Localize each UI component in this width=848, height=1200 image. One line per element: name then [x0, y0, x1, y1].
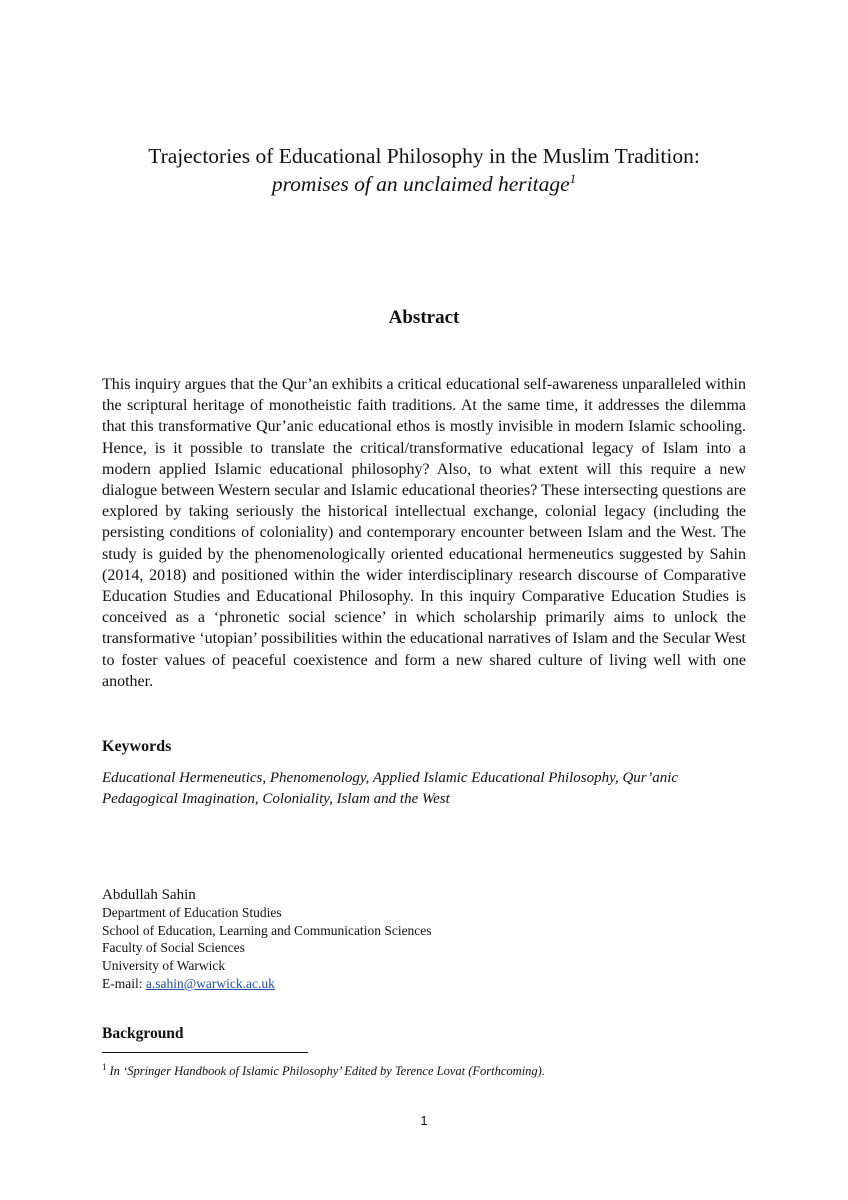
footnote-marker: 1	[102, 1061, 107, 1072]
affiliation-faculty: Faculty of Social Sciences	[102, 940, 245, 956]
affiliation-department: Department of Education Studies	[102, 905, 282, 920]
keywords-heading: Keywords	[102, 738, 172, 755]
paper-title	[0, 142, 848, 198]
affiliation-university: University of Warwick	[102, 958, 226, 974]
title-footnote-marker[interactable]: 1	[569, 170, 577, 186]
email-link[interactable]: a.sahin@warwick.ac.uk	[145, 975, 275, 991]
email-label: E-mail:	[102, 975, 143, 991]
author-email-line	[102, 975, 432, 993]
abstract-body: This inquiry argues that the Qur’an exhibits a critical educational self-awareness unparalleled within the scriptural heritage of monotheistic faith traditions. At the same time, it addresses the dilemma that this transformative Qur’anic educational ethos is mostly invisible in modern Islamic schooling. Hence, is it possible to translate the critical/transformative educational legacy of Islam into a modern applied Islamic educational philosophy? Also, to what extent will this require a new dialogue between Western secular and Islamic educational theories? These intersecting questions are explored by taking seriously the historical intellectual exchange, colonial legacy (including the persisting conditions of coloniality) and contemporary encounter between Islam and the West. The study is guided by the phenomenologically oriented educational hermeneutics suggested by Sahin (2014, 2018) and positioned within the wider interdisciplinary research discourse of Comparative Education Studies and Educational Philosophy. In this inquiry Comparative Education Studies is conceived as a ‘phronetic social science’ in which scholarship primarily aims to unlock the transformative ‘utopian’ possibilities within the educational narratives of Islam and the Secular West to foster values of peaceful coexistence and form a new shared culture of living well with one another.	[102, 376, 746, 690]
page-number: 1	[420, 1113, 428, 1128]
title-subtitle-text: promises of an unclaimed heritage	[271, 172, 570, 196]
keywords-list: Educational Hermeneutics, Phenomenology, Applied Islamic Educational Philosophy, Qur’anic Pedagogical Imagination, Coloniality, Islam and the West	[102, 770, 679, 807]
affiliation-school: School of Education, Learning and Communication Sciences	[102, 922, 432, 938]
title-main: Trajectories of Educational Philosophy in the Muslim Tradition:	[148, 144, 700, 168]
footnote-text: In ‘Springer Handbook of Islamic Philosophy’ Edited by Terence Lovat (Forthcoming).	[109, 1064, 545, 1078]
background-heading: Background	[102, 1025, 184, 1042]
abstract-heading: Abstract	[388, 307, 460, 328]
author-name: Abdullah Sahin	[102, 887, 196, 903]
author-affiliation	[102, 904, 432, 993]
footnote	[102, 1063, 545, 1080]
footnote-divider	[102, 1052, 308, 1053]
title-subtitle	[0, 170, 848, 198]
